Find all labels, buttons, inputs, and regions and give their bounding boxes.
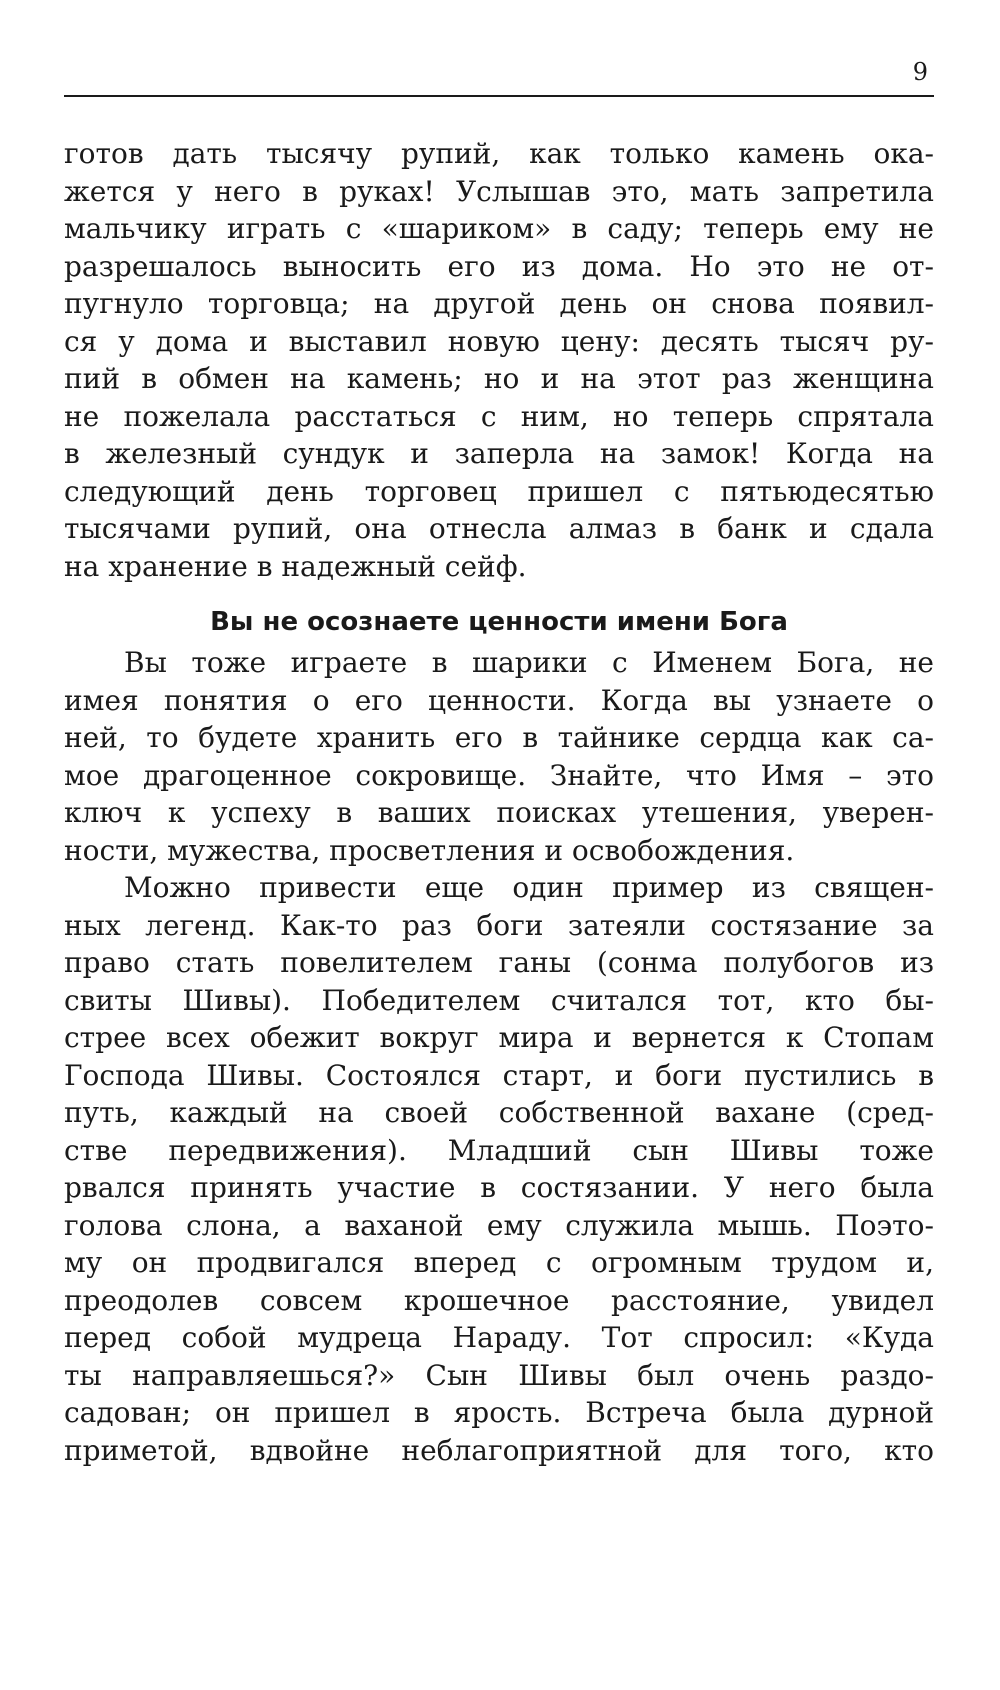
text-line: стве передвижения). Младший сын Шивы тоже bbox=[64, 1133, 934, 1167]
text-line: приметой, вдвойне неблагоприятной для того, кто bbox=[64, 1433, 934, 1467]
text-line: готов дать тысячу рупий, как только камень ока- bbox=[64, 137, 934, 170]
text-line: ней, то будете хранить его в тайнике сердца как са- bbox=[64, 721, 934, 754]
text-line: свиты Шивы). Победителем считался тот, кто бы- bbox=[64, 983, 934, 1017]
text-line: пий в обмен на камень; но и на этот раз женщина bbox=[64, 362, 934, 395]
section-heading: Вы не осознаете ценности имени Бога bbox=[210, 607, 788, 637]
text-line: преодолев совсем крошечное расстояние, увидел bbox=[64, 1283, 934, 1317]
text-line: Вы тоже играете в шарики с Именем Бога, не bbox=[124, 646, 934, 679]
text-line: на хранение в надежный сейф. bbox=[64, 549, 527, 583]
paragraph-2 bbox=[64, 644, 934, 869]
page-body bbox=[64, 135, 934, 1469]
text-line: перед собой мудреца Нараду. Тот спросил: «Куда bbox=[64, 1321, 934, 1354]
text-line: следующий день торговец пришел с пятьюдесятью bbox=[64, 474, 934, 508]
text-line: путь, каждый на своей собственной вахане (сред- bbox=[64, 1096, 934, 1129]
text-line: право стать повелителем ганы (сонма полубогов из bbox=[64, 946, 934, 979]
text-line: садован; он пришел в ярость. Встреча была дурной bbox=[64, 1396, 934, 1429]
text-line: ключ к успеху в ваших поисках утешения, уверен- bbox=[64, 796, 934, 829]
text-line: Можно привести еще один пример из священ- bbox=[124, 871, 934, 904]
paragraph-1 bbox=[64, 135, 934, 585]
text-line: жется у него в руках! Услышав это, мать запретила bbox=[64, 174, 934, 208]
text-line: имея понятия о его ценности. Когда вы узнаете о bbox=[64, 683, 934, 717]
text-line: Господа Шивы. Состоялся старт, и боги пустились в bbox=[64, 1058, 934, 1092]
header-rule bbox=[64, 95, 934, 97]
paragraph-3 bbox=[64, 869, 934, 1469]
text-line: стрее всех обежит вокруг мира и вернется к Стопам bbox=[64, 1021, 934, 1054]
text-line: мое драгоценное сокровище. Знайте, что Имя – это bbox=[64, 758, 934, 792]
text-line: му он продвигался вперед с огромным трудом и, bbox=[64, 1246, 934, 1279]
text-line: рвался принять участие в состязании. У него была bbox=[64, 1171, 934, 1204]
text-line: мальчику играть с «шариком» в саду; теперь ему не bbox=[64, 212, 934, 245]
text-line: не пожелала расстаться с ним, но теперь спрятала bbox=[64, 399, 934, 433]
text-line: тысячами рупий, она отнесла алмаз в банк и сдала bbox=[64, 512, 934, 545]
text-line: ся у дома и выставил новую цену: десять тысяч ру- bbox=[64, 324, 934, 358]
page-number: 9 bbox=[912, 58, 928, 86]
text-line: разрешалось выносить его из дома. Но это не от- bbox=[64, 249, 934, 283]
text-line: ты направляешься?» Сын Шивы был очень раздо- bbox=[64, 1358, 934, 1392]
text-line: ных легенд. Как-то раз боги затеяли состязание за bbox=[64, 908, 934, 942]
text-line: в железный сундук и заперла на замок! Когда на bbox=[64, 437, 934, 470]
text-line: ности, мужества, просветления и освобождения. bbox=[64, 833, 795, 867]
text-line: голова слона, а ваханой ему служила мышь. Поэто- bbox=[64, 1208, 934, 1242]
text-line: пугнуло торговца; на другой день он снова появил- bbox=[64, 287, 934, 320]
